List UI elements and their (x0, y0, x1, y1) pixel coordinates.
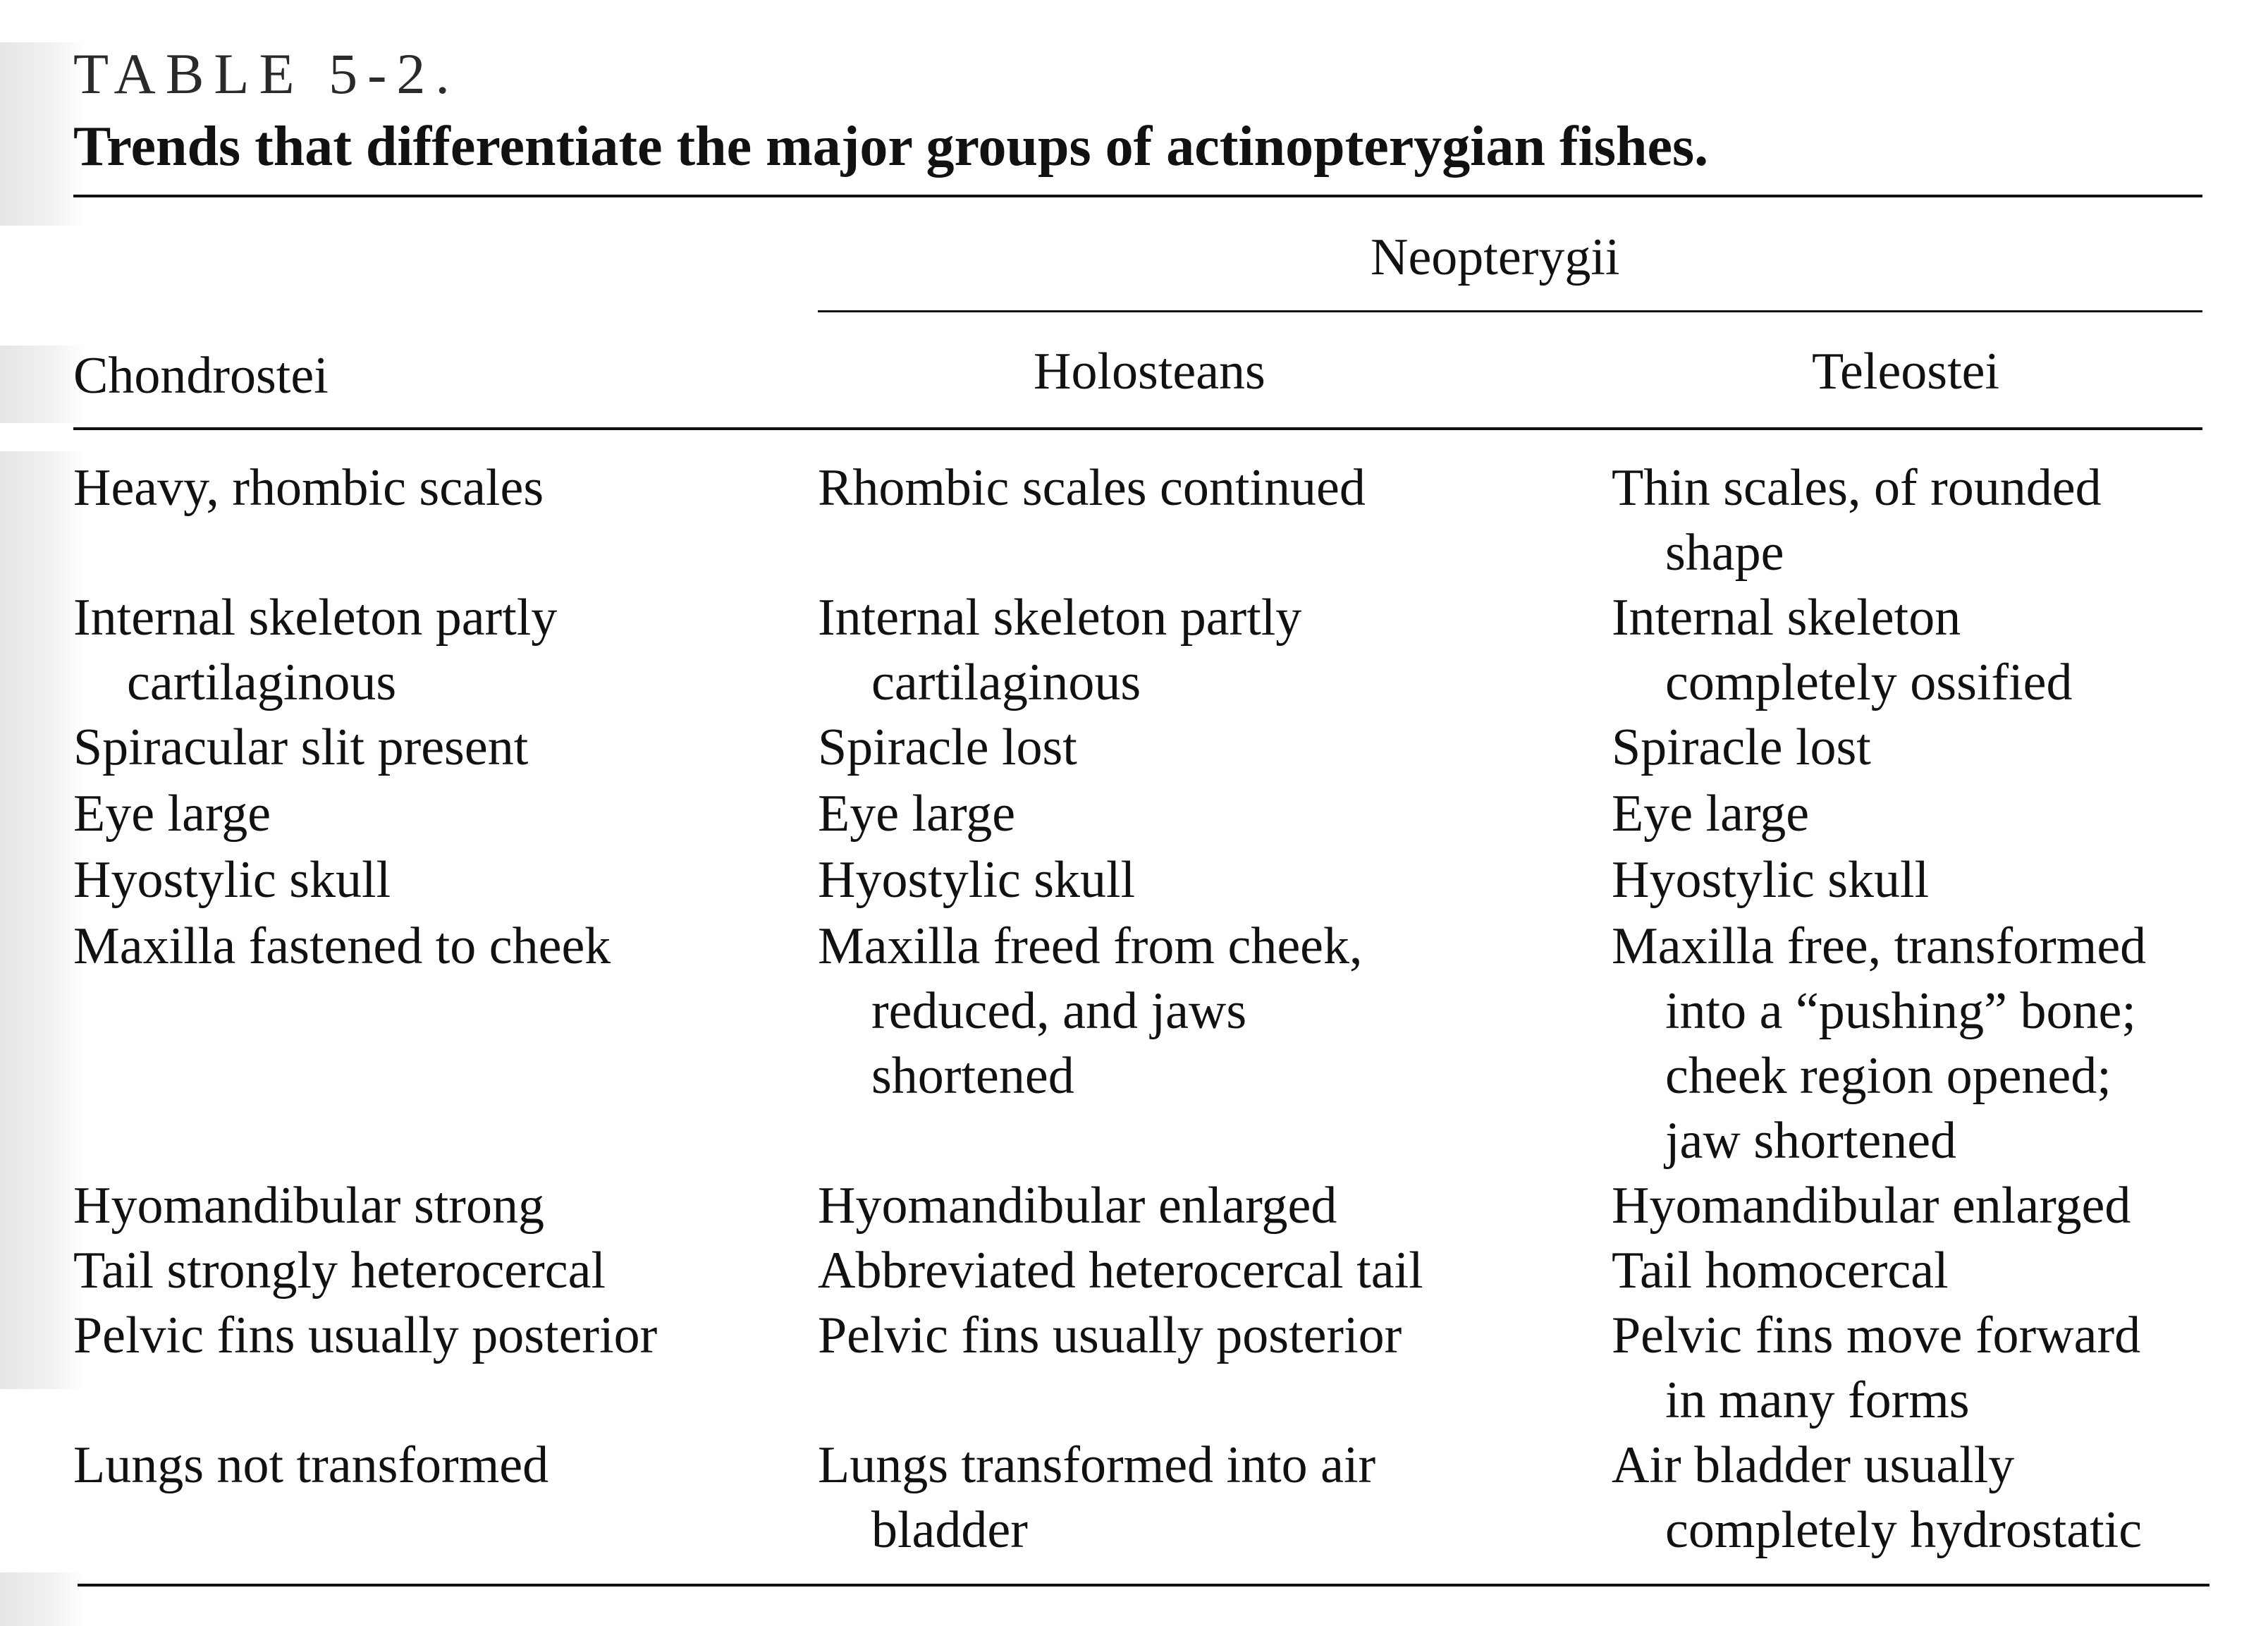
table-title: Trends that differentiate the major groups of actinopterygian fishes. (73, 116, 1709, 178)
table-cell-chondrostei (73, 1238, 606, 1303)
cell-line: Maxilla fastened to cheek (73, 917, 611, 975)
column-header-holosteans: Holosteans (1034, 343, 1265, 401)
table-cell-teleostei (1612, 585, 2072, 715)
table-cell-teleostei (1612, 1303, 2140, 1433)
cell-line: Pelvic fins usually posterior (818, 1307, 1402, 1364)
cell-line: Internal skeleton (1612, 589, 1961, 647)
spanning-header-rule (818, 310, 2202, 312)
spanning-header-neopterygii: Neopterygii (1371, 228, 1620, 286)
cell-line: Hyostylic skull (1612, 851, 1930, 909)
cell-line: Rhombic scales continued (818, 459, 1366, 517)
cell-line-continued: cheek region opened; (1665, 1047, 2111, 1105)
cell-line: Internal skeleton partly (818, 589, 1302, 647)
column-header-chondrostei: Chondrostei (73, 347, 329, 405)
table-cell-teleostei (1612, 848, 1929, 912)
cell-line-continued: into a “pushing” bone; (1665, 982, 2136, 1040)
table-cell-holosteans (818, 1433, 1375, 1563)
table-cell-chondrostei (73, 456, 544, 520)
column-header-teleostei: Teleostei (1812, 343, 2000, 401)
cell-line-continued: shortened (871, 1047, 1074, 1105)
cell-line-continued: shape (1665, 524, 1784, 582)
scan-margin-shade-bottom (0, 1572, 85, 1626)
scan-margin-shade-header (0, 346, 85, 423)
cell-line: Air bladder usually (1612, 1436, 2015, 1494)
table-cell-chondrostei (73, 781, 271, 846)
table-cell-holosteans (818, 848, 1135, 912)
cell-line-continued: jaw shortened (1665, 1112, 1957, 1170)
cell-line: Hyomandibular enlarged (1612, 1177, 2131, 1235)
table-cell-holosteans (818, 456, 1366, 520)
cell-line: Lungs not transformed (73, 1436, 549, 1494)
cell-line: Spiracle lost (1612, 719, 1871, 776)
table-cell-holosteans (818, 1238, 1423, 1303)
cell-line: Lungs transformed into air (818, 1436, 1376, 1494)
table-cell-holosteans (818, 1173, 1337, 1238)
cell-line-continued: cartilaginous (871, 654, 1141, 711)
table-cell-teleostei (1612, 715, 1871, 780)
cell-line: Spiracle lost (818, 719, 1077, 776)
cell-line: Hyomandibular enlarged (818, 1177, 1337, 1235)
cell-line: Tail homocercal (1612, 1242, 1949, 1300)
table-cell-teleostei (1612, 456, 2102, 585)
scan-margin-shade-caption (0, 42, 85, 226)
table-cell-teleostei (1612, 1173, 2131, 1238)
cell-line: Thin scales, of rounded (1612, 459, 2102, 517)
cell-line: Eye large (818, 785, 1016, 843)
cell-line: Eye large (73, 785, 271, 843)
table-label: TABLE 5-2. (73, 42, 460, 106)
table-cell-teleostei (1612, 1433, 2142, 1563)
cell-line: Maxilla free, transformed (1612, 917, 2147, 975)
table-cell-holosteans (818, 1303, 1402, 1368)
top-rule (73, 195, 2202, 197)
table-cell-holosteans (818, 914, 1363, 1108)
cell-line-continued: bladder (871, 1501, 1028, 1559)
cell-line: Pelvic fins move forward (1612, 1307, 2141, 1364)
cell-line-continued: cartilaginous (127, 654, 397, 711)
bottom-rule (78, 1584, 2209, 1587)
table-cell-teleostei (1612, 914, 2146, 1173)
table-cell-chondrostei (73, 1173, 544, 1238)
header-rule (73, 427, 2202, 430)
table-cell-chondrostei (73, 1303, 657, 1368)
table-cell-chondrostei (73, 585, 557, 715)
cell-line-continued: completely hydrostatic (1665, 1501, 2143, 1559)
table-cell-chondrostei (73, 848, 391, 912)
cell-line: Maxilla freed from cheek, (818, 917, 1363, 975)
table-cell-teleostei (1612, 781, 1809, 846)
cell-line: Eye large (1612, 785, 1810, 843)
table-cell-holosteans (818, 715, 1077, 780)
cell-line: Spiracular slit present (73, 719, 529, 776)
cell-line: Hyostylic skull (818, 851, 1136, 909)
cell-line: Abbreviated heterocercal tail (818, 1242, 1423, 1300)
table-cell-holosteans (818, 585, 1301, 715)
cell-line-continued: completely ossified (1665, 654, 2073, 711)
table-cell-chondrostei (73, 715, 528, 780)
table-cell-chondrostei (73, 914, 611, 979)
cell-line: Hyostylic skull (73, 851, 391, 909)
table-cell-chondrostei (73, 1433, 548, 1498)
cell-line: Hyomandibular strong (73, 1177, 544, 1235)
cell-line: Pelvic fins usually posterior (73, 1307, 658, 1364)
scan-margin-shade-body (0, 451, 85, 1389)
cell-line: Internal skeleton partly (73, 589, 558, 647)
cell-line: Heavy, rhombic scales (73, 459, 544, 517)
cell-line: Tail strongly heterocercal (73, 1242, 606, 1300)
cell-line-continued: in many forms (1665, 1371, 1970, 1429)
table-cell-teleostei (1612, 1238, 1949, 1303)
cell-line-continued: reduced, and jaws (871, 982, 1247, 1040)
table-cell-holosteans (818, 781, 1015, 846)
